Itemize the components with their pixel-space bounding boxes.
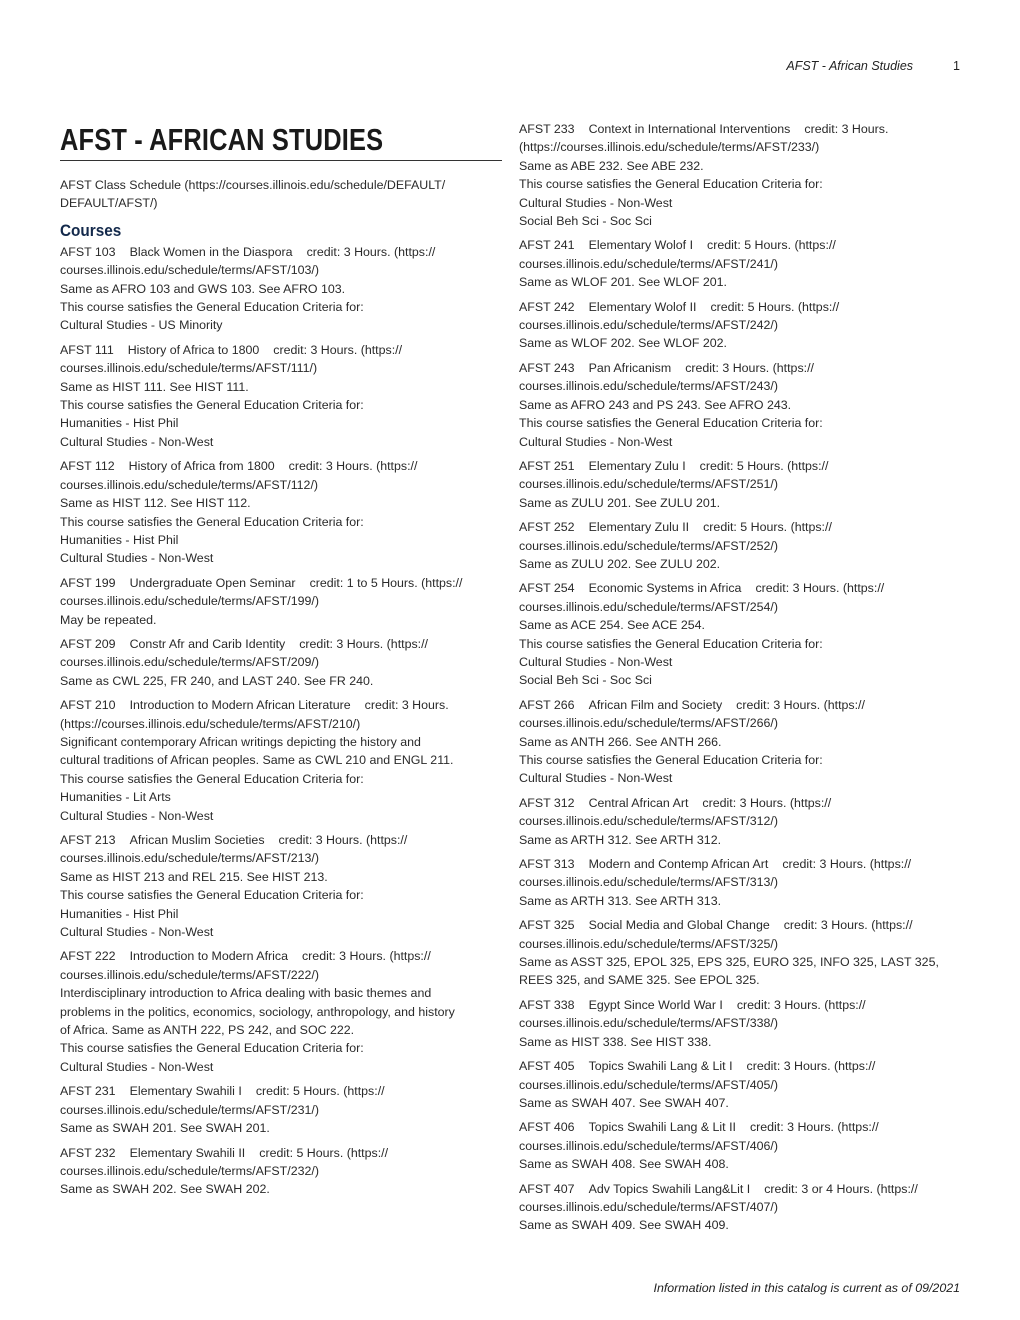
course-credit-link[interactable]: credit: 3 Hours. (https:// [702,795,832,810]
course-entry [60,1082,502,1137]
course-code: AFST 222 [60,949,116,964]
course-credit-link[interactable]: credit: 3 Hours. (https:// [736,997,866,1012]
course-url-link[interactable]: courses.illinois.edu/schedule/terms/AFST/222/) [60,967,319,982]
course-detail-line: This course satisfies the General Education Criteria for: [519,753,823,767]
course-url-link[interactable]: courses.illinois.edu/schedule/terms/AFST/112/) [60,477,319,492]
course-header-line [60,341,502,359]
course-code: AFST 111 [60,342,114,357]
course-entry [519,794,961,849]
course-code: AFST 252 [519,520,575,535]
course-credit-link[interactable]: credit: 3 Hours. (https:// [783,918,913,933]
course-header-line [519,916,961,934]
course-url-link[interactable]: courses.illinois.edu/schedule/terms/AFST/406/) [519,1138,778,1153]
schedule-line: DEFAULT/AFST/) [60,196,158,211]
course-title: Elementary Swahili I [129,1084,242,1099]
course-detail-line: This course satisfies the General Education Criteria for: [519,177,823,192]
course-detail-line: of Africa. Same as ANTH 222, PS 242, and SOC 222. [60,1023,355,1038]
course-detail-line: This course satisfies the General Education Criteria for: [60,514,364,529]
course-header-line [519,457,961,475]
course-entry [60,696,502,825]
course-header-line [519,794,961,812]
course-title: Central African Art [588,795,689,810]
course-credit-link[interactable]: credit: 5 Hours. (https:// [699,458,829,473]
course-detail-line: Social Beh Sci - Soc Sci [519,214,652,229]
course-header-line [519,518,961,536]
course-title: Black Women in the Diaspora [129,244,293,259]
course-detail-line: Social Beh Sci - Soc Sci [519,673,652,688]
course-detail-line: Same as ARTH 312. See ARTH 312. [519,832,722,847]
course-detail-line: Humanities - Hist Phil [60,906,179,921]
course-header-line [519,120,961,138]
course-url-link[interactable]: courses.illinois.edu/schedule/terms/AFST/405/) [519,1077,778,1092]
course-detail-line: Same as WLOF 201. See WLOF 201. [519,275,727,290]
course-detail-line: Humanities - Lit Arts [60,790,171,805]
course-entry [60,947,502,1076]
course-url-link[interactable]: courses.illinois.edu/schedule/terms/AFST/243/) [519,379,778,394]
course-entry [519,855,961,910]
course-title: History of Africa from 1800 [128,459,275,474]
course-credit-link[interactable]: credit: 3 Hours. (https:// [301,949,431,964]
course-code: AFST 313 [519,857,575,872]
course-header-line [519,1180,961,1198]
course-detail-line: Cultural Studies - Non-West [60,1059,214,1074]
course-entry [519,916,961,990]
course-detail-line: Same as SWAH 409. See SWAH 409. [519,1218,729,1233]
course-detail-line: Same as HIST 213 and REL 215. See HIST 213. [60,869,328,884]
course-detail-line: Significant contemporary African writings depicting the history and [60,734,421,749]
course-detail-line: Cultural Studies - Non-West [60,551,214,566]
course-code: AFST 209 [60,636,116,651]
course-header-line [60,1082,502,1100]
course-url-link[interactable]: courses.illinois.edu/schedule/terms/AFST/312/) [519,814,778,829]
course-credit-link[interactable]: credit: 3 Hours. (https:// [782,857,912,872]
course-detail-line: Cultural Studies - Non-West [519,434,673,449]
course-header-line [519,1118,961,1136]
course-url-link[interactable]: courses.illinois.edu/schedule/terms/AFST/111/) [60,361,318,376]
course-detail-line: May be repeated. [60,612,157,627]
course-detail-line: Same as ABE 232. See ABE 232. [519,158,704,173]
course-credit-link[interactable]: credit: 3 Hours. (https:// [306,244,436,259]
course-detail-line: Same as SWAH 201. See SWAH 201. [60,1121,270,1136]
course-credit-link[interactable]: credit: 3 Hours. (https:// [288,459,418,474]
course-credit-link[interactable]: credit: 5 Hours. (https:// [259,1145,389,1160]
course-credit-link[interactable]: credit: 3 Hours. (https:// [749,1120,879,1135]
courses-heading: Courses [60,220,122,240]
course-url-link[interactable]: courses.illinois.edu/schedule/terms/AFST/213/) [60,851,319,866]
course-url-link[interactable]: courses.illinois.edu/schedule/terms/AFST/254/) [519,599,778,614]
course-url-link[interactable]: courses.illinois.edu/schedule/terms/AFST/199/) [60,594,319,609]
course-detail-line: Cultural Studies - Non-West [519,195,673,210]
course-entry [519,1180,961,1235]
course-entry [519,236,961,291]
course-title: African Muslim Societies [129,833,265,847]
course-entry [60,341,502,451]
course-credit-link[interactable]: credit: 3 Hours. (https:// [273,342,403,357]
course-entry [519,120,961,230]
course-title: Constr Afr and Carib Identity [129,636,286,651]
course-title: History of Africa to 1800 [127,342,260,357]
course-code: AFST 241 [519,238,575,253]
course-url-link[interactable]: courses.illinois.edu/schedule/terms/AFST/251/) [519,477,778,492]
course-url-link[interactable]: courses.illinois.edu/schedule/terms/AFST/103/) [60,263,319,278]
course-title: Undergraduate Open Seminar [129,575,296,590]
course-entry [519,1057,961,1112]
course-detail-line: Same as HIST 111. See HIST 111. [60,379,249,394]
course-detail-line: Same as ANTH 266. See ANTH 266. [519,734,722,749]
course-entry [519,579,961,689]
course-title: Elementary Zulu I [588,458,686,473]
course-code: AFST 233 [519,122,575,136]
course-entry [60,831,502,941]
course-code: AFST 112 [60,459,115,474]
course-header-line [60,635,502,653]
course-header-line [60,457,502,475]
course-code: AFST 242 [519,299,575,314]
course-credit-link[interactable]: credit: 3 Hours. (https:// [299,636,428,651]
course-header-line [60,696,502,714]
course-code: AFST 312 [519,795,575,810]
course-credit-link[interactable]: credit: 5 Hours. (https:// [255,1084,385,1099]
course-entry [60,457,502,567]
left-column [60,120,502,1205]
course-entry [519,359,961,451]
course-title: Context in International Interventions [588,122,791,136]
course-detail-line: This course satisfies the General Education Criteria for: [60,1041,364,1056]
course-header-line [519,298,961,316]
course-code: AFST 338 [519,997,575,1012]
course-code: AFST 231 [60,1084,116,1099]
course-title: Elementary Wolof I [588,238,694,253]
course-code: AFST 254 [519,581,575,596]
course-header-line [60,243,502,261]
course-credit-link[interactable]: credit: 3 or 4 Hours. (https:// [764,1181,918,1196]
course-header-line [519,359,961,377]
course-url-link[interactable]: courses.illinois.edu/schedule/terms/AFST/266/) [519,716,778,731]
course-url-link[interactable]: (https://courses.illinois.edu/schedule/terms/AFST/233/) [519,140,820,155]
course-detail-line: Cultural Studies - Non-West [60,808,214,823]
course-title: Economic Systems in Africa [588,581,742,596]
course-credit-link[interactable]: credit: 3 Hours. (https:// [736,697,865,712]
course-header-line [519,996,961,1014]
course-credit-link[interactable]: credit: 3 Hours. [804,122,889,136]
course-header-line [60,831,502,849]
course-detail-line: Cultural Studies - Non-West [519,654,673,669]
course-credit-link[interactable]: credit: 3 Hours. [364,698,449,713]
course-entry [60,635,502,690]
course-detail-line: Cultural Studies - Non-West [60,434,214,449]
course-code: AFST 210 [60,698,116,713]
title-divider [60,160,502,161]
right-column [519,120,961,1241]
course-title: Topics Swahili Lang & Lit II [588,1120,736,1135]
course-url-link[interactable]: courses.illinois.edu/schedule/terms/AFST/209/) [60,655,319,670]
course-header-line [519,696,961,714]
course-url-link[interactable]: courses.illinois.edu/schedule/terms/AFST/313/) [519,875,778,890]
course-entry [519,518,961,573]
course-url-link[interactable]: courses.illinois.edu/schedule/terms/AFST/338/) [519,1016,778,1031]
course-credit-link[interactable]: credit: 5 Hours. (https:// [707,238,836,253]
course-header-line [519,579,961,597]
course-code: AFST 406 [519,1120,575,1135]
course-detail-line: Same as ZULU 202. See ZULU 202. [519,556,721,571]
course-code: AFST 103 [60,244,116,259]
left-course-list [60,243,502,1199]
course-code: AFST 407 [519,1181,575,1196]
course-code: AFST 405 [519,1059,575,1074]
course-url-link[interactable]: courses.illinois.edu/schedule/terms/AFST/241/) [519,256,778,271]
course-credit-link[interactable]: credit: 3 Hours. (https:// [685,360,814,375]
course-detail-line: Same as AFRO 103 and GWS 103. See AFRO 103. [60,281,346,296]
course-detail-line: Same as CWL 225, FR 240, and LAST 240. See FR 240. [60,673,374,688]
course-detail-line: Same as SWAH 408. See SWAH 408. [519,1157,729,1172]
course-code: AFST 251 [519,458,575,473]
course-header-line [519,236,961,254]
course-entry [60,574,502,629]
course-entry [519,1118,961,1173]
course-detail-line: Same as ARTH 313. See ARTH 313. [519,893,722,908]
course-code: AFST 243 [519,360,575,375]
course-credit-link[interactable]: credit: 3 Hours. (https:// [746,1059,876,1074]
course-detail-line: Humanities - Hist Phil [60,532,179,547]
course-url-link[interactable]: courses.illinois.edu/schedule/terms/AFST/242/) [519,318,778,333]
course-url-link[interactable]: (https://courses.illinois.edu/schedule/terms/AFST/210/) [60,716,361,731]
course-detail-line: Cultural Studies - US Minority [60,318,223,333]
course-entry [519,298,961,353]
course-detail-line: This course satisfies the General Education Criteria for: [60,300,364,315]
course-detail-line: problems in the politics, economics, sociology, anthropology, and history [60,1004,455,1019]
course-entry [519,457,961,512]
course-detail-line: Same as WLOF 202. See WLOF 202. [519,336,727,351]
page-number: 1 [953,59,960,73]
course-credit-link[interactable]: credit: 1 to 5 Hours. (https:// [309,575,463,590]
course-title: Elementary Zulu II [588,520,690,535]
course-header-line [519,855,961,873]
course-entry [60,243,502,335]
course-detail-line: REES 325, and SAME 325. See EPOL 325. [519,973,760,988]
course-detail-line: Same as AFRO 243 and PS 243. See AFRO 243. [519,397,792,412]
course-detail-line: Same as ZULU 201. See ZULU 201. [519,495,721,510]
course-detail-line: Interdisciplinary introduction to Africa dealing with basic themes and [60,986,432,1001]
course-entry [519,696,961,788]
course-title: Adv Topics Swahili Lang&Lit I [588,1181,751,1196]
right-course-list [519,120,961,1235]
course-url-link[interactable]: courses.illinois.edu/schedule/terms/AFST/232/) [60,1163,319,1178]
course-detail-line: This course satisfies the General Education Criteria for: [519,636,823,651]
course-credit-link[interactable]: credit: 5 Hours. (https:// [710,299,840,314]
course-detail-line: Same as HIST 338. See HIST 338. [519,1034,712,1049]
course-header-line [60,574,502,592]
course-code: AFST 213 [60,833,116,847]
course-credit-link[interactable]: credit: 5 Hours. (https:// [703,520,832,535]
course-title: Pan Africanism [588,360,672,375]
course-title: Introduction to Modern African Literature [129,698,351,713]
course-detail-line: Same as ASST 325, EPOL 325, EPS 325, EURO 325, INFO 325, LAST 325, [519,955,939,970]
course-title: Introduction to Modern Africa [129,949,288,964]
course-credit-link[interactable]: credit: 3 Hours. (https:// [755,581,885,596]
page-title: AFST - AFRICAN STUDIES [60,122,384,157]
course-detail-line: cultural traditions of African peoples. Same as CWL 210 and ENGL 211. [60,753,454,768]
course-url-link[interactable]: courses.illinois.edu/schedule/terms/AFST/252/) [519,538,778,553]
course-detail-line: This course satisfies the General Education Criteria for: [60,771,364,786]
class-schedule-link[interactable] [60,176,502,213]
course-header-line [60,1144,502,1162]
course-detail-line: Same as HIST 112. See HIST 112. [60,496,251,511]
course-url-link[interactable]: courses.illinois.edu/schedule/terms/AFST/231/) [60,1102,319,1117]
course-title: Egypt Since World War I [588,997,723,1012]
course-code: AFST 325 [519,918,575,933]
course-detail-line: Cultural Studies - Non-West [519,771,673,786]
course-header-line [519,1057,961,1075]
schedule-line: AFST Class Schedule (https://courses.illinois.edu/schedule/DEFAULT/ [60,178,446,192]
catalog-footer: Information listed in this catalog is current as of 09/2021 [653,1281,960,1295]
course-detail-line: Same as SWAH 407. See SWAH 407. [519,1095,729,1110]
course-detail-line: Same as ACE 254. See ACE 254. [519,618,705,633]
course-title: Elementary Swahili II [129,1145,246,1160]
course-title: Modern and Contemp African Art [588,857,769,872]
course-code: AFST 199 [60,575,116,590]
course-entry [519,996,961,1051]
running-title: AFST - African Studies [786,59,914,73]
course-code: AFST 232 [60,1145,116,1160]
course-title: African Film and Society [588,697,723,712]
course-detail-line: This course satisfies the General Education Criteria for: [60,398,364,413]
course-entry [60,1144,502,1199]
course-title: Topics Swahili Lang & Lit I [588,1059,733,1074]
course-url-link[interactable]: courses.illinois.edu/schedule/terms/AFST/407/) [519,1199,778,1214]
course-detail-line: Cultural Studies - Non-West [60,925,214,940]
course-title: Social Media and Global Change [588,918,770,933]
course-detail-line: Same as SWAH 202. See SWAH 202. [60,1182,270,1197]
course-detail-line: This course satisfies the General Education Criteria for: [60,888,364,903]
course-detail-line: This course satisfies the General Education Criteria for: [519,416,823,431]
course-detail-line: Humanities - Hist Phil [60,416,179,431]
course-credit-link[interactable]: credit: 3 Hours. (https:// [278,833,408,847]
page-header [786,59,960,73]
course-title: Elementary Wolof II [588,299,697,314]
course-header-line [60,947,502,965]
course-url-link[interactable]: courses.illinois.edu/schedule/terms/AFST/325/) [519,936,778,951]
course-code: AFST 266 [519,697,575,712]
